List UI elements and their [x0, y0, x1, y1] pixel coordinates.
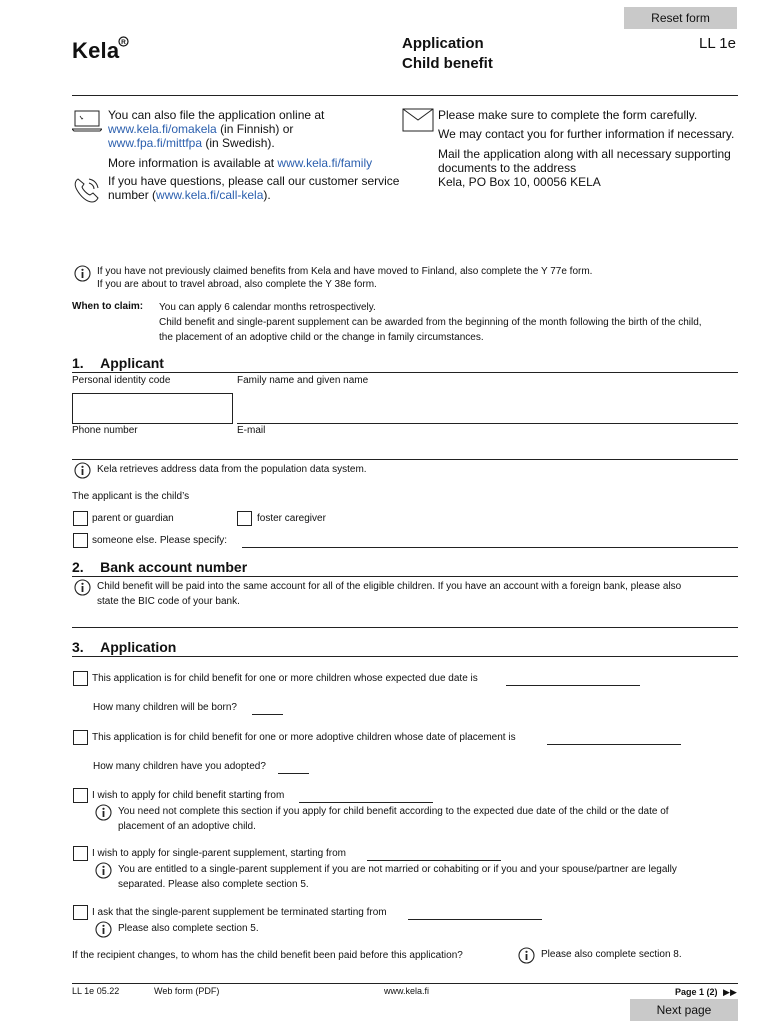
section-1-rule: [72, 372, 738, 373]
someone-else-input[interactable]: [242, 547, 738, 548]
info-icon: [95, 804, 112, 821]
info-icon: [74, 579, 91, 596]
section-3-heading: 3. Application: [72, 639, 177, 655]
info-icon: [95, 921, 112, 938]
terminate-checkbox[interactable]: [73, 905, 88, 920]
terminate-label: I ask that the single-parent supplement be terminated starting from: [92, 907, 387, 918]
relation-label: The applicant is the child’s: [72, 491, 190, 502]
when-to-claim-label: When to claim:: [72, 301, 144, 312]
placement-date-input[interactable]: [547, 744, 681, 745]
bank-account-input[interactable]: [72, 627, 738, 628]
single-parent-info: You are entitled to a single-parent supplement if you are not married or cohabiting or if you and your spouse/partner are legally separated. Please also complete section 5.: [118, 864, 677, 890]
footer-form-type: Web form (PDF): [154, 986, 220, 996]
terminate-info: Please also complete section 5.: [118, 923, 259, 934]
svg-text:R: R: [121, 39, 126, 47]
someone-else-checkbox[interactable]: [73, 533, 88, 548]
next-page-button[interactable]: Next page: [630, 999, 738, 1021]
due-date-checkbox[interactable]: [73, 671, 88, 686]
terminate-date-input[interactable]: [408, 919, 542, 920]
pic-label: Personal identity code: [72, 375, 171, 386]
start-date-info: You need not complete this section if you apply for child benefit according to the expected due date of the child or the date of placement of an adoptive child.: [118, 806, 669, 832]
due-date-input[interactable]: [506, 685, 640, 686]
single-parent-date-input[interactable]: [367, 860, 501, 861]
when-to-claim-text: You can apply 6 calendar months retrospectively. Child benefit and single-parent supplement can be awarded from the beginning of the month following the birth of the child, the placement of an adoptive child or the change in family circumstances.: [159, 302, 702, 343]
page-indicator: Page 1 (2) ▶▶: [675, 987, 737, 997]
info-icon: [518, 947, 535, 964]
info-icon: [74, 265, 91, 282]
recipient-info: Please also complete section 8.: [541, 949, 682, 960]
recipient-question: If the recipient changes, to whom has the child benefit been paid before this application?: [72, 950, 463, 961]
foster-caregiver-label: foster caregiver: [257, 513, 326, 524]
email-label: E-mail: [237, 425, 266, 436]
registered-mark-icon: [118, 36, 129, 47]
adoptive-label: This application is for child benefit for one or more adoptive children whose date of placement is: [92, 732, 516, 743]
address-info: Kela retrieves address data from the population data system.: [97, 464, 367, 475]
moving-notice: If you have not previously claimed benefits from Kela and have moved to Finland, also complete the Y 77e form. If you are about to travel abroad, also complete the Y 38e form.: [97, 266, 593, 290]
call-kela-link[interactable]: www.kela.fi/call-kela: [156, 188, 264, 202]
header-divider: [72, 95, 738, 96]
info-icon: [95, 862, 112, 879]
envelope-icon: [402, 108, 434, 132]
family-link[interactable]: www.kela.fi/family: [277, 156, 373, 170]
someone-else-label: someone else. Please specify:: [92, 535, 228, 546]
parent-guardian-checkbox[interactable]: [73, 511, 88, 526]
parent-guardian-label: parent or guardian: [92, 513, 174, 524]
section-1-heading: 1. Applicant: [72, 355, 164, 371]
adoptive-checkbox[interactable]: [73, 730, 88, 745]
personal-identity-code-input[interactable]: [72, 393, 233, 424]
name-input[interactable]: [237, 423, 738, 424]
mail-info: Please make sure to complete the form carefully. We may contact you for further information if necessary. Mail the application along with all necessary supporting documents to the address Kela, PO Box 10, 00056 KELA: [438, 108, 735, 189]
due-date-label: This application is for child benefit for one or more children whose expected due date is: [92, 673, 478, 684]
start-date-checkbox[interactable]: [73, 788, 88, 803]
omakela-link[interactable]: www.kela.fi/omakela: [108, 122, 217, 136]
adopted-count-input[interactable]: [278, 773, 309, 774]
single-parent-label: I wish to apply for single-parent supplement, starting from: [92, 848, 347, 859]
section-2-heading: 2. Bank account number: [72, 559, 248, 575]
born-count-label: How many children will be born?: [93, 702, 237, 713]
start-date-input[interactable]: [299, 802, 433, 803]
kela-logo: Kela R: [72, 38, 119, 64]
foster-caregiver-checkbox[interactable]: [237, 511, 252, 526]
form-title: Application Child benefit: [402, 35, 493, 72]
phone-icon: [72, 175, 102, 205]
footer-website: www.kela.fi: [384, 986, 430, 996]
form-code: LL 1e: [699, 35, 736, 52]
phone-info: If you have questions, please call our customer service number (www.kela.fi/call-kela).: [108, 174, 400, 202]
forward-arrows-icon: ▶▶: [723, 987, 737, 997]
footer-code: LL 1e 05.22: [72, 986, 120, 996]
section-3-rule: [72, 656, 738, 657]
adopted-count-label: How many children have you adopted?: [93, 761, 266, 772]
footer-divider: [72, 983, 738, 984]
info-icon: [74, 462, 91, 479]
mittfpa-link[interactable]: www.fpa.fi/mittfpa: [108, 136, 203, 150]
online-info: You can also file the application online at www.kela.fi/omakela (in Finnish) or www.fpa.fi/mittfpa (in Swedish). More information is available at www.kela.fi/family: [108, 108, 373, 170]
reset-form-button[interactable]: Reset form: [624, 7, 737, 29]
section-2-rule: [72, 576, 738, 577]
phone-label: Phone number: [72, 425, 138, 436]
laptop-icon: [72, 110, 102, 132]
name-label: Family name and given name: [237, 375, 369, 386]
single-parent-checkbox[interactable]: [73, 846, 88, 861]
bank-info: Child benefit will be paid into the same account for all of the eligible children. If you have an account with a foreign bank, please also state the BIC code of your bank.: [97, 581, 682, 607]
start-date-label: I wish to apply for child benefit starting from: [92, 790, 285, 801]
phone-email-input-line[interactable]: [72, 459, 738, 460]
born-count-input[interactable]: [252, 714, 283, 715]
